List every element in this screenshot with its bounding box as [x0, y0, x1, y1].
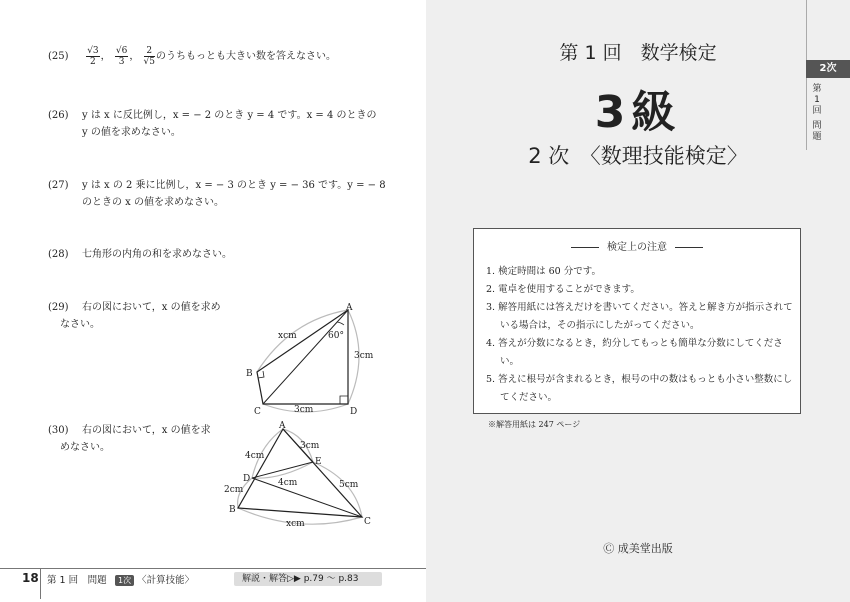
footer-divider — [40, 569, 41, 599]
segment-de — [252, 462, 313, 478]
section-tab: 2次 — [806, 60, 850, 78]
figure-q30 — [220, 420, 390, 535]
notice-item: 4. 答えが分数になるとき，約分してもっとも簡単な分数にしてください。 — [486, 338, 783, 367]
question-30: (30) 右の図において，x の値を求 めなさい。 — [48, 425, 211, 453]
question-27: (27) y は x の 2 乗に比例し，x = − 3 のとき y = − 36 です。y = − 8 のときの x の値を求めなさい。 — [48, 180, 386, 208]
question-25: (25) $\frac{√3}{2}$ ， $\frac{√6}{3}$ ， $\frac{2}{√5}$ のうちもっとも大きい数を答えなさい。 — [48, 46, 336, 67]
notice-heading: 検定上の注意 — [474, 238, 800, 253]
label-side-x: xcm — [278, 331, 297, 341]
question-number: (25) — [48, 51, 69, 62]
label-bc: xcm — [286, 519, 305, 529]
quadrilateral-abcd — [257, 310, 348, 404]
answer-sheet-note: ※解答用紙は 247 ページ — [488, 420, 581, 429]
notice-box — [473, 228, 801, 414]
label-side-ad: 3cm — [354, 351, 374, 361]
label-angle: 60° — [328, 331, 344, 341]
label-side-cd: 3cm — [294, 405, 314, 415]
label-c: C — [254, 407, 261, 417]
label-db: 2cm — [224, 485, 244, 495]
question-26: (26) y は x に反比例し，x = − 2 のとき y = 4 です。x = 4 のときの y の値を求めなさい。 — [48, 110, 377, 138]
footer-answer-ref: 解説・解答▷▶ p.79 ～ p.83 — [234, 572, 382, 586]
label-ec: 5cm — [339, 480, 359, 490]
fraction-3: $\frac{2}{√5}$ — [143, 46, 155, 67]
label-ae: 3cm — [300, 441, 320, 451]
label-e: E — [315, 457, 322, 467]
tab-vertical-label: 第 1 回 問 題 — [812, 84, 822, 142]
exam-title: 第 1 回 数学検定 — [559, 42, 717, 64]
label-de: 4cm — [278, 478, 298, 488]
fraction-1: $\frac{√3}{2}$ — [87, 46, 99, 67]
notice-item: 5. 答えに根号が含まれるとき，根号の中の数はもっとも小さい整数にしてください。 — [486, 374, 793, 403]
notice-item: 2. 電卓を使用することができます。 — [486, 284, 640, 295]
angle-arc-a — [337, 322, 344, 325]
label-a: A — [279, 421, 286, 431]
heading-rule-right — [675, 247, 703, 248]
notice-item: 3. 解答用紙には答えだけを書いてください。答えと解き方が指示されている場合は，その指示にしたがってください。 — [486, 302, 793, 331]
footer-round: 第 1 回 問題 — [47, 575, 107, 586]
question-28: (28) 七角形の内角の和を求めなさい。 — [48, 249, 232, 260]
footer-rule — [0, 568, 426, 569]
label-d: D — [350, 407, 358, 417]
notice-item: 1. 検定時間は 60 分です。 — [486, 266, 601, 277]
notice-list — [486, 263, 796, 407]
exam-subtitle: 2 次 〈数理技能検定〉 — [528, 144, 748, 168]
footer-category: 〈計算技能〉 — [137, 575, 195, 586]
question-29: (29) 右の図において，x の値を求め なさい。 — [48, 302, 221, 330]
label-c: C — [364, 517, 371, 527]
label-d: D — [243, 474, 251, 484]
label-b: B — [229, 505, 236, 515]
right-angle-d — [340, 396, 348, 404]
question-text: のうちもっとも大きい数を答えなさい。 — [155, 51, 336, 62]
footer-badge: 1次 — [115, 575, 134, 586]
page-number: 18 — [22, 571, 39, 585]
heading-rule-left — [571, 247, 599, 248]
figure-q29 — [230, 300, 390, 420]
right-angle-b — [258, 371, 264, 378]
fraction-2: $\frac{√6}{3}$ — [115, 46, 128, 67]
exam-level: 3級 — [594, 87, 682, 138]
footer-category-group — [115, 572, 194, 586]
publisher: Ⓒ 成美堂出版 — [603, 542, 673, 555]
label-ad: 4cm — [245, 451, 265, 461]
label-b: B — [246, 369, 253, 379]
label-a: A — [346, 303, 353, 313]
